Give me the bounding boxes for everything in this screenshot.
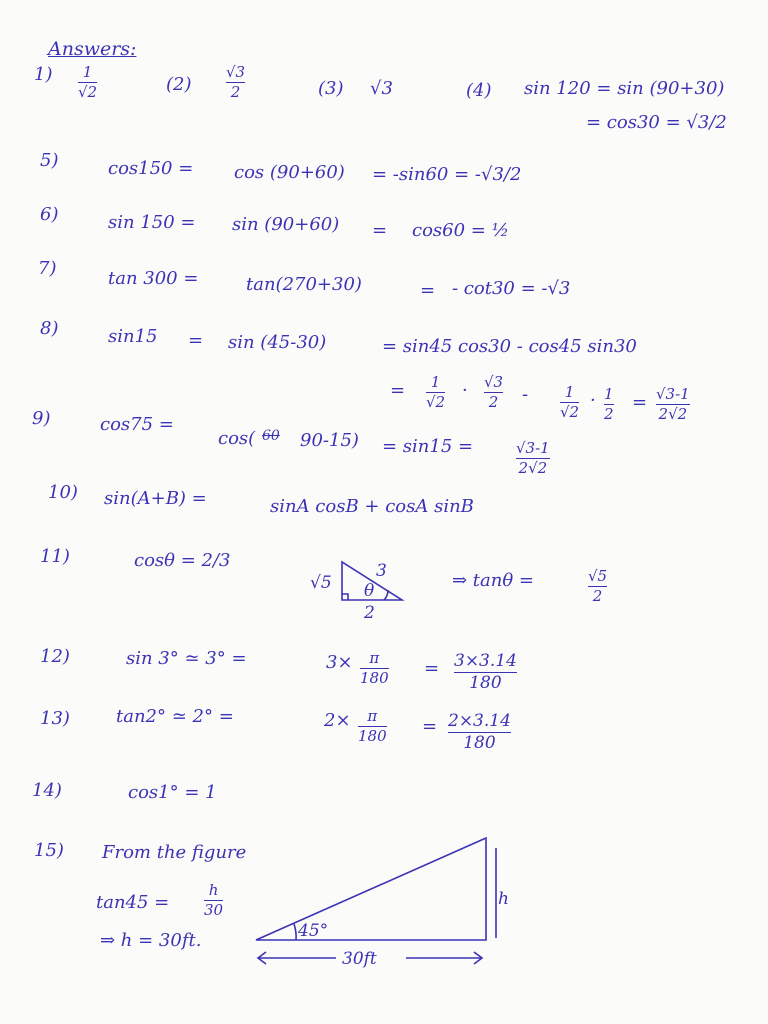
q7-equals: = (420, 280, 436, 301)
q4-line2: = cos30 = √3/2 (586, 112, 727, 133)
q8-step: sin (45-30) (228, 332, 327, 353)
q6-equals: = (372, 220, 388, 241)
q8-lhs: sin15 (108, 326, 158, 347)
q11-fraction: √5 2 (588, 567, 608, 605)
q15-height-label: h (498, 889, 509, 909)
q8-frac-1: 1 √2 (426, 373, 446, 411)
q10-result: sinA cosB + cosA sinB (270, 496, 474, 517)
q13-coef: 2× (324, 710, 351, 731)
q8-number: 8) (40, 318, 59, 339)
q8-frac-3: 1 √2 (560, 383, 580, 421)
q15-base-label: 30ft (342, 949, 377, 969)
q12-coef: 3× (326, 652, 353, 673)
q9-step-b: 90-15) (300, 430, 359, 451)
q11-angle-label: θ (364, 581, 375, 601)
q13-lhs: tan2° ≃ 2° = (116, 706, 234, 727)
q11-side-adjacent: 2 (364, 603, 375, 623)
q12-result: 3×3.14 180 (454, 651, 517, 693)
q5-number: 5) (40, 150, 59, 171)
q9-result: = sin15 = (382, 436, 474, 457)
q6-result: cos60 = ½ (412, 220, 510, 241)
q4-number: (4) (466, 80, 492, 101)
q12-pi-fraction: π 180 (360, 649, 389, 687)
q8-result: √3-1 2√2 (656, 385, 690, 423)
q15-lhs: tan45 = (96, 892, 170, 913)
q11-lhs: cosθ = 2/3 (134, 550, 231, 571)
q6-lhs: sin 150 = (108, 212, 196, 233)
q13-pi-fraction: π 180 (358, 707, 387, 745)
q6-step: sin (90+60) (232, 214, 340, 235)
q5-result: = -sin60 = -√3/2 (372, 164, 522, 185)
q3-number: (3) (318, 78, 344, 99)
q11-side-opposite: √5 (310, 573, 332, 593)
q8-frac-4: 1 2 (604, 385, 614, 423)
q15-number: 15) (34, 840, 64, 861)
q8-minus: - (522, 384, 529, 405)
q15-triangle (256, 838, 486, 940)
q6-number: 6) (40, 204, 59, 225)
q2-answer: √3 2 (226, 63, 246, 101)
q15-result: ⇒ h = 30ft. (100, 930, 202, 951)
q15-fraction: h 30 (204, 881, 224, 919)
q7-number: 7) (38, 258, 57, 279)
q15-angle-label: 45° (298, 921, 329, 941)
q15-text: From the figure (102, 842, 247, 863)
q12-number: 12) (40, 646, 70, 667)
q1-answer: 1 √2 (78, 63, 98, 101)
q10-number: 10) (48, 482, 78, 503)
q7-result: - cot30 = -√3 (452, 278, 571, 299)
q12-lhs: sin 3° ≃ 3° = (126, 648, 247, 669)
answers-heading: Answers: (48, 38, 137, 60)
q8-equals-3: = (632, 392, 648, 413)
q5-step: cos (90+60) (234, 162, 345, 183)
q15-figure (250, 830, 530, 970)
q8-equals: = (188, 330, 204, 351)
q9-lhs: cos75 = (100, 414, 174, 435)
q5-lhs: cos150 = (108, 158, 194, 179)
q8-expansion: = sin45 cos30 - cos45 sin30 (382, 336, 637, 357)
q9-number: 9) (32, 408, 51, 429)
q14-number: 14) (32, 780, 62, 801)
q11-number: 11) (40, 546, 70, 567)
q11-result: ⇒ tanθ = (452, 570, 535, 591)
q13-number: 13) (40, 708, 70, 729)
q2-number: (2) (166, 74, 192, 95)
q11-triangle (306, 556, 416, 622)
q14-answer: cos1° = 1 (128, 782, 217, 803)
q12-equals: = (424, 658, 440, 679)
q4-line1: sin 120 = sin (90+30) (524, 78, 725, 99)
q3-answer: √3 (370, 78, 393, 99)
q11-angle-arc (384, 590, 388, 600)
q8-frac-2: √3 2 (484, 373, 504, 411)
q15-angle-arc (294, 924, 296, 940)
q9-fraction: √3-1 2√2 (516, 439, 550, 477)
q9-struck: 60 (262, 428, 280, 444)
q13-result: 2×3.14 180 (448, 711, 511, 753)
q9-step-a: cos( (218, 428, 256, 449)
q7-step: tan(270+30) (246, 274, 362, 295)
q1-number: 1) (34, 64, 53, 85)
q11-side-hyp: 3 (376, 561, 387, 581)
q10-lhs: sin(A+B) = (104, 488, 207, 509)
q8-dot-1: · (462, 380, 468, 401)
q8-equals-2: = (390, 380, 406, 401)
q8-dot-2: · (590, 390, 596, 411)
q11-right-angle-mark (342, 594, 348, 600)
q13-equals: = (422, 716, 438, 737)
q7-lhs: tan 300 = (108, 268, 199, 289)
